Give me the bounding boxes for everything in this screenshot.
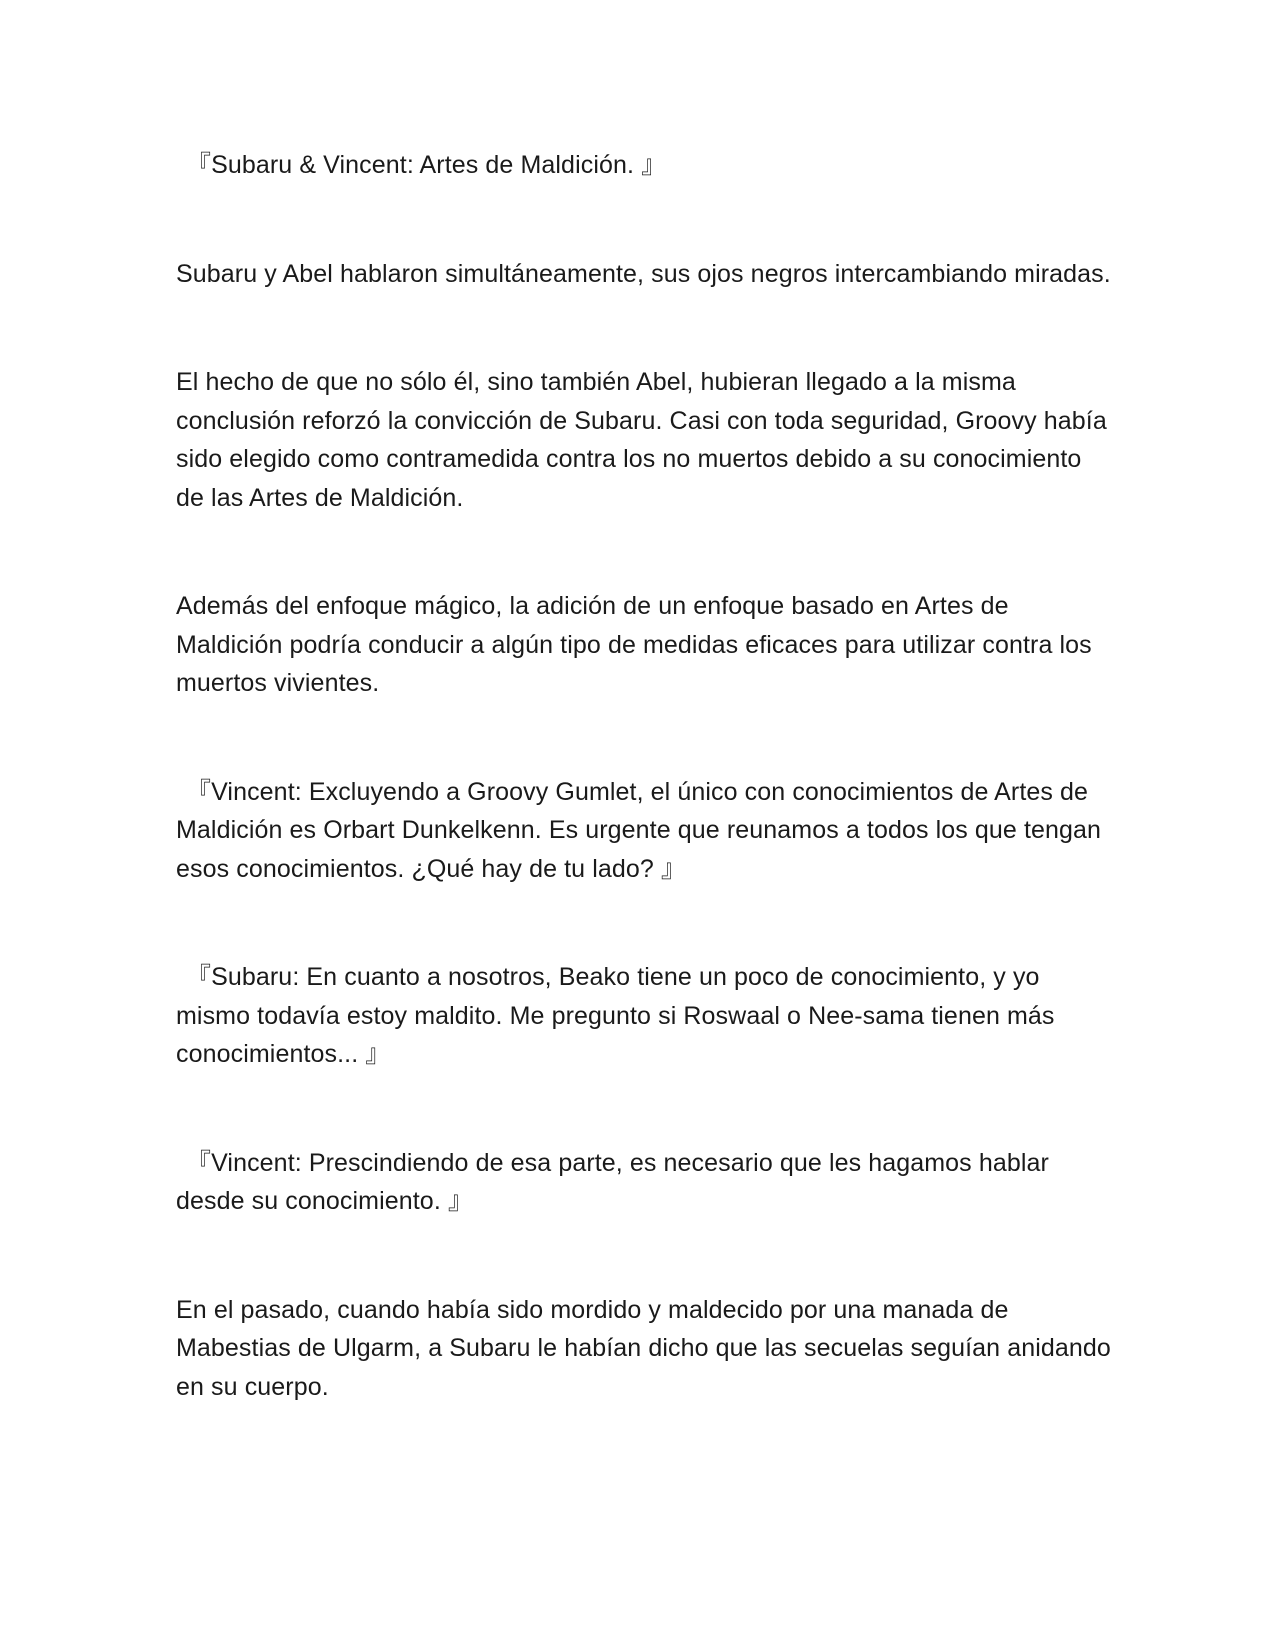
dialog-paragraph: 『Vincent: Prescindiendo de esa parte, es necesario que les hagamos hablar desde su conocimiento. 』 [176,1148,1049,1215]
narration-paragraph: En el pasado, cuando había sido mordido y maldecido por una manada de Mabestias de Ulgarm, a Subaru le habían dicho que las secuelas seguían anidando en su cuerpo. [176,1295,1111,1401]
narration-paragraph: El hecho de que no sólo él, sino también Abel, hubieran llegado a la misma conclusión reforzó la convicción de Subaru. Casi con toda seguridad, Groovy había sido elegido como contramedida contra los no muertos debido a su conocimiento de las Artes de Maldición. [176,368,1107,512]
dialog-paragraph: 『Subaru & Vincent: Artes de Maldición. 』 [186,151,667,179]
dialog-paragraph: 『Subaru: En cuanto a nosotros, Beako tiene un poco de conocimiento, y yo mismo todavía estoy maldito. Me pregunto si Roswaal o Nee-sama tienen más conocimientos... 』 [176,963,1055,1068]
narration-paragraph: Subaru y Abel hablaron simultáneamente, sus ojos negros intercambiando miradas. [176,259,1111,288]
narration-paragraph: Además del enfoque mágico, la adición de un enfoque basado en Artes de Maldición podría conducir a algún tipo de medidas eficaces para utilizar contra los muertos vivientes. [176,592,1092,697]
document-body [176,146,1111,1406]
dialog-paragraph: 『Vincent: Excluyendo a Groovy Gumlet, el único con conocimientos de Artes de Maldición es Orbart Dunkelkenn. Es urgente que reunamos a todos los que tengan esos conocimientos. ¿Qué hay de tu lado? 』 [176,777,1102,883]
